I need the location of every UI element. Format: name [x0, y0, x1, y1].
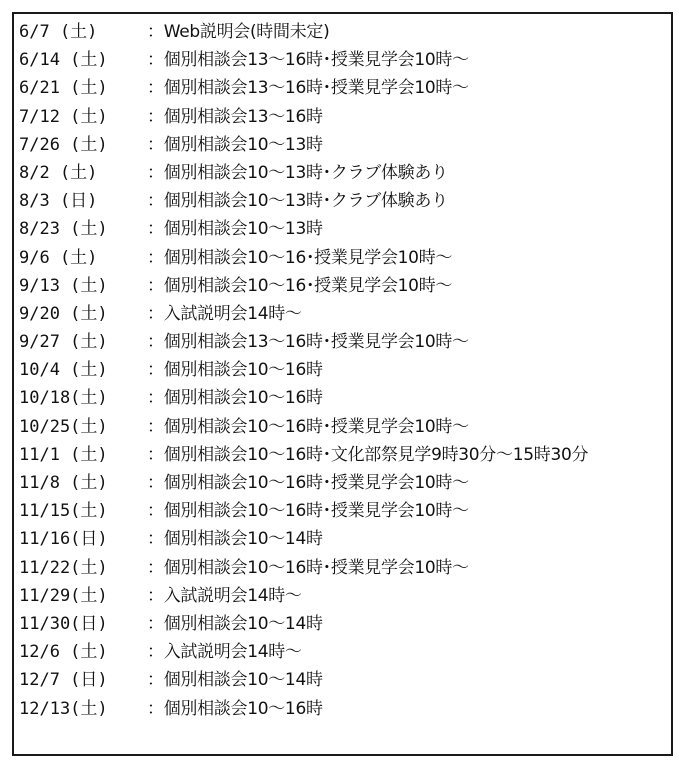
schedule-date: 7/12 (土) [19, 106, 108, 127]
schedule-description: ：個別相談会10～13時･クラブ体験あり [147, 162, 448, 183]
schedule-row [14, 469, 671, 497]
schedule-date: 11/8 (土) [19, 473, 108, 493]
schedule-row [14, 610, 671, 638]
schedule-date: 11/16(日) [19, 529, 108, 550]
schedule-row [14, 215, 671, 243]
schedule-row [14, 384, 671, 412]
schedule-row [14, 525, 671, 553]
schedule-description: ：個別相談会10～13時･クラブ体験あり [147, 191, 448, 212]
schedule-description: ：個別相談会10～16時 [147, 360, 323, 381]
schedule-description: ：入試説明会14時～ [147, 585, 302, 606]
schedule-date: 11/22(土) [19, 557, 108, 578]
schedule-row [14, 554, 671, 582]
schedule-date: 11/15(土) [19, 501, 108, 522]
schedule-date: 11/30(日) [19, 613, 108, 634]
schedule-description: ：個別相談会10～16･授業見学会10時～ [147, 275, 453, 296]
schedule-date: 11/1 (土) [19, 444, 108, 465]
schedule-description: ：Web説明会(時間未定) [147, 22, 330, 42]
schedule-row [14, 244, 671, 272]
schedule-date: 10/25(土) [19, 416, 108, 437]
schedule-date: 9/6 (土) [19, 247, 98, 268]
schedule-description: ：個別相談会10～14時 [147, 670, 323, 691]
schedule-row [14, 159, 671, 187]
schedule-row [14, 638, 671, 666]
schedule-description: ：個別相談会10～16時 [147, 388, 323, 409]
schedule-date: 6/14 (土) [19, 50, 108, 71]
schedule-date: 12/7 (日) [19, 670, 108, 691]
schedule-row [14, 74, 671, 102]
schedule-date: 8/3 (日) [19, 191, 98, 212]
schedule-row [14, 46, 671, 74]
schedule-date: 9/13 (土) [19, 275, 108, 296]
schedule-description: ：個別相談会10～16時･授業見学会10時～ [147, 501, 469, 522]
schedule-date: 9/27 (土) [19, 332, 108, 353]
schedule-row [14, 131, 671, 159]
schedule-date: 8/23 (土) [19, 219, 108, 240]
schedule-description: ：個別相談会13～16時 [147, 106, 323, 127]
schedule-description: ：個別相談会10～14時 [147, 613, 323, 634]
schedule-row [14, 497, 671, 525]
schedule-description: ：個別相談会10～13時 [147, 134, 323, 155]
schedule-date: 9/20 (土) [19, 303, 108, 324]
schedule-description: ：個別相談会10～16･授業見学会10時～ [147, 247, 453, 268]
schedule-row [14, 187, 671, 215]
schedule-row [14, 666, 671, 694]
schedule-row [14, 103, 671, 131]
schedule-row [14, 582, 671, 610]
schedule-description: ：個別相談会10～16時･授業見学会10時～ [147, 416, 469, 437]
schedule-date: 8/2 (土) [19, 162, 98, 183]
schedule-row [14, 328, 671, 356]
schedule-table [12, 12, 673, 756]
schedule-description: ：個別相談会10～16時･授業見学会10時～ [147, 473, 469, 493]
schedule-description: ：入試説明会14時～ [147, 642, 302, 663]
schedule-description: ：個別相談会13～16時･授業見学会10時～ [147, 78, 469, 99]
schedule-date: 7/26 (土) [19, 134, 108, 155]
schedule-row [14, 413, 671, 441]
schedule-date: 10/18(土) [19, 388, 108, 409]
schedule-row [14, 18, 671, 46]
schedule-row [14, 300, 671, 328]
schedule-row [14, 356, 671, 384]
schedule-description: ：個別相談会10～13時 [147, 219, 323, 240]
schedule-description: ：個別相談会10～16時 [147, 698, 323, 719]
schedule-description: ：個別相談会10～16時･授業見学会10時～ [147, 557, 469, 578]
schedule-description: ：個別相談会10～16時･文化部祭見学9時30分～15時30分 [147, 444, 589, 465]
schedule-description: ：個別相談会13～16時･授業見学会10時～ [147, 50, 469, 71]
schedule-description: ：入試説明会14時～ [147, 303, 302, 324]
schedule-date: 10/4 (土) [19, 360, 108, 381]
schedule-date: 6/21 (土) [19, 78, 108, 99]
schedule-date: 6/7 (土) [19, 22, 98, 42]
schedule-row [14, 695, 671, 723]
schedule-date: 11/29(土) [19, 585, 108, 606]
schedule-description: ：個別相談会10～14時 [147, 529, 323, 550]
schedule-description: ：個別相談会13～16時･授業見学会10時～ [147, 332, 469, 353]
schedule-date: 12/13(土) [19, 698, 108, 719]
schedule-row [14, 272, 671, 300]
schedule-date: 12/6 (土) [19, 642, 108, 663]
schedule-row [14, 441, 671, 469]
